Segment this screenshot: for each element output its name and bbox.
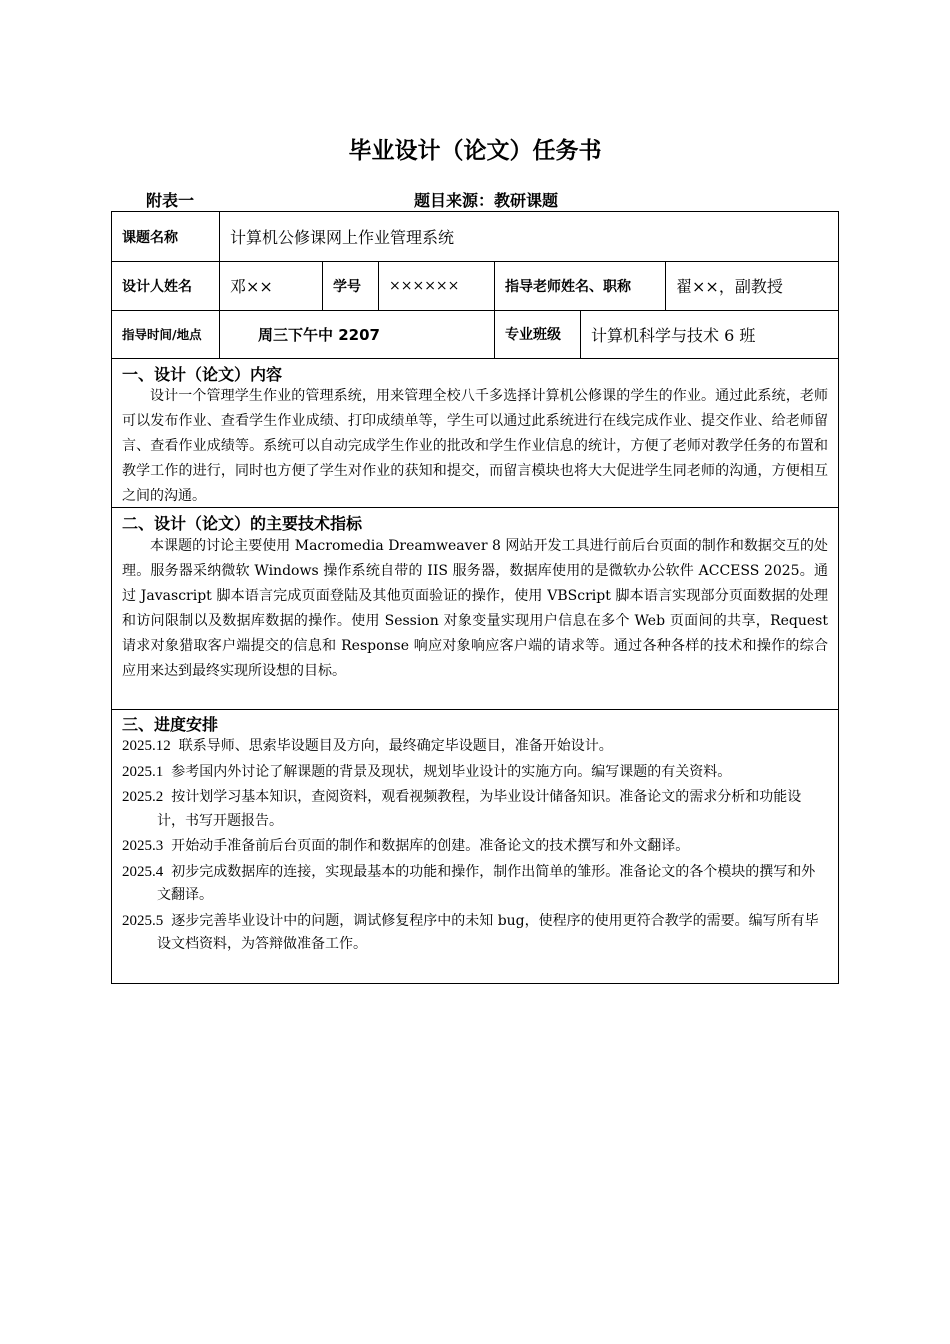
advisor-value: 翟××，副教授 xyxy=(676,277,783,296)
section-content-heading: 一、设计（论文）内容 xyxy=(122,365,283,384)
document-title: 毕业设计（论文）任务书 xyxy=(348,138,602,164)
schedule-item xyxy=(122,735,824,759)
class-value: 计算机科学与技术 6 班 xyxy=(591,325,756,345)
schedule-item xyxy=(122,861,824,908)
section-tech-text: 本课题的讨论主要使用 Macromedia Dreamweaver 8 网站开发工具进行前后台页面的制作和数据交互的处理。服务器采纳微软 Windows 操作系统自带的 IIS 服务器，数据库使用的是微软办公软件 ACCESS 2025。通过 Javascript 脚本语言完成页面登陆及其他页面验证的操作，使用 VBScript 脚本语言实现部分页面数据的处理和访问限制以及数据库数据的操作。使用 Session 对象变量实现用户信息在多个 Web 页面间的共享，Request 请求对象猎取客户端提交的信息和 Response 响应对象响应客户端的请求等。通过各种各样的技术和操作的综合应用来达到最终实现所设想的目标。 xyxy=(122,538,828,679)
schedule-item xyxy=(122,761,824,785)
section-schedule-heading: 三、进度安排 xyxy=(122,715,219,734)
schedule-item xyxy=(122,835,824,859)
schedule-date: 2025.3 xyxy=(122,838,164,854)
designer-name-value: 邓×× xyxy=(230,277,273,296)
schedule-text: 逐步完善毕业设计中的问题，调试修复程序中的未知 bug，使程序的使用更符合教学的需要。编写所有毕设文档资料，为答辩做准备工作。 xyxy=(157,912,819,952)
schedule-item xyxy=(122,910,824,957)
appendix-label: 附表一 xyxy=(146,191,195,210)
topic-value: 计算机公修课网上作业管理系统 xyxy=(230,228,455,247)
schedule-text: 按计划学习基本知识，查阅资料，观看视频教程，为毕业设计储备知识。准备论文的需求分析和功能设计，书写开题报告。 xyxy=(157,789,802,829)
schedule-date: 2025.2 xyxy=(122,789,164,805)
guidance-value: 周三下午中 2207 xyxy=(258,325,380,344)
schedule-date: 2025.1 xyxy=(122,763,164,780)
section-tech-heading: 二、设计（论文）的主要技术指标 xyxy=(122,514,363,533)
schedule-text: 开始动手准备前后台页面的制作和数据库的创建。准备论文的技术撰写和外文翻译。 xyxy=(171,838,690,854)
schedule-date: 2025.12 xyxy=(122,738,171,754)
schedule-item xyxy=(122,786,824,833)
task-form-table xyxy=(111,211,839,984)
schedule-text: 联系导师、思索毕设题目及方向，最终确定毕设题目，准备开始设计。 xyxy=(178,738,613,754)
topic-source: 题目来源：教研课题 xyxy=(414,191,559,210)
student-id-value: ×××××× xyxy=(389,277,460,294)
class-label: 专业班级 xyxy=(505,327,561,343)
student-id-label: 学号 xyxy=(333,278,361,295)
schedule-text: 参考国内外讨论了解课题的背景及现状，规划毕业设计的实施方向。编写课题的有关资料。 xyxy=(171,763,732,780)
schedule-date: 2025.4 xyxy=(122,863,164,880)
guidance-label: 指导时间/地点 xyxy=(122,327,202,342)
schedule-list xyxy=(122,735,824,959)
advisor-label: 指导老师姓名、职称 xyxy=(505,278,631,295)
designer-name-label: 设计人姓名 xyxy=(122,278,192,295)
topic-label: 课题名称 xyxy=(122,229,178,246)
schedule-text: 初步完成数据库的连接，实现最基本的功能和操作，制作出简单的雏形。准备论文的各个模块的撰写和外文翻译。 xyxy=(157,863,816,903)
section-content-text: 设计一个管理学生作业的管理系统，用来管理全校八千多选择计算机公修课的学生的作业。通过此系统，老师可以发布作业、查看学生作业成绩、打印成绩单等，学生可以通过此系统进行在线完成作业、提交作业、给老师留言、查看作业成绩等。系统可以自动完成学生作业的批改和学生作业信息的统计，方便了老师对教学任务的布置和教学工作的进行，同时也方便了学生对作业的获知和提交，而留言模块也将大大促进学生同老师的沟通，方便相互之间的沟通。 xyxy=(122,388,828,504)
schedule-date: 2025.5 xyxy=(122,912,164,929)
